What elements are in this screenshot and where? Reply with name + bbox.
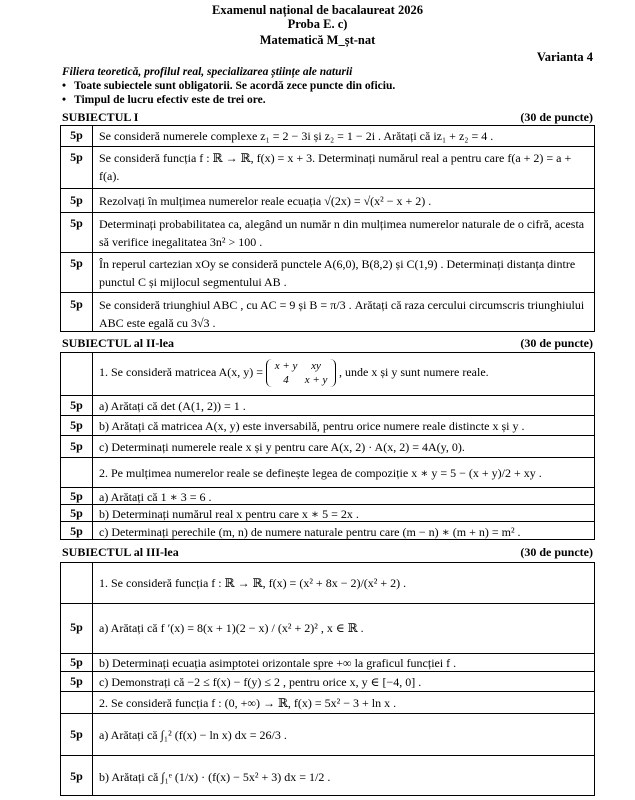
- s3-p1-b: 5p b) Determinați ecuația asimptotei orizontale spre +∞ la graficul funcției f .: [61, 653, 594, 672]
- instruction-2: • Timpul de lucru efectiv este de trei ore.: [62, 93, 395, 107]
- s3-p1-intro: 1. Se consideră funcția f : ℝ → ℝ, f(x) = (x² + 8x − 2)/(x² + 2) .: [99, 576, 407, 590]
- s1-item-4: 5p Determinați probabilitatea ca, alegând un număr n din mulțimea numerelor naturale de o cifră, acesta să verifice inegalitatea 3n² > 100 .: [61, 212, 594, 253]
- exam-subject: Matematică M_șt-nat: [259, 33, 376, 47]
- instructions: [62, 79, 395, 107]
- s1-item-6: 5p Se consideră triunghiul ABC , cu AC = 9 și B = π/3 . Arătați că raza cercului circumscris triunghiului ABC este egală cu 3√3 .: [61, 292, 594, 334]
- s3-p1-a: 5p a) Arătați că f ′(x) = 8(x + 1)(2 − x) / (x² + 2)² , x ∈ ℝ .: [61, 603, 594, 654]
- s2-p2-c: 5p c) Determinați perechile (m, n) de numere naturale pentru care (m − n) ∗ (m + n) = m² .: [61, 521, 594, 542]
- exam-proba: Proba E. c): [287, 17, 348, 31]
- s1-item-2: 5p Se consideră funcția f : ℝ → ℝ, f(x) = x + 3. Determinați numărul real a pentru care f(a + 2) = a + f(a).: [61, 146, 594, 189]
- s1-item-5: 5p În reperul cartezian xOy se consideră punctele A(6,0), B(8,2) și C(1,9) . Determinați distanța dintre punctul C și mijlocul segmentului AB .: [61, 252, 594, 293]
- section-1-title: SUBIECTUL I: [62, 110, 139, 124]
- s1-item-3: 5p Rezolvați în mulțimea numerelor reale ecuația √(2x) = √(x² − x + 2) .: [61, 188, 594, 213]
- s2-p1-c: 5p c) Determinați numerele reale x și y pentru care A(x, 2) · A(x, 2) = 4A(y, 0).: [61, 435, 594, 458]
- s2-p1-a: 5p a) Arătați că det (A(1, 2)) = 1 .: [61, 395, 594, 416]
- s2-p1-intro: 1. Se consideră matricea A(x, y) = x + y xy 4 x + y , unde x și y sunt numere reale.: [99, 360, 489, 387]
- exam-title: Examenul național de bacalaureat 2026: [212, 3, 423, 17]
- s2-p2-b: 5p b) Determinați numărul real x pentru care x ∗ 5 = 2x .: [61, 504, 594, 522]
- section-1-points: (30 de puncte): [520, 110, 593, 124]
- section-3-points: (30 de puncte): [520, 545, 593, 559]
- filiera-text: Filiera teoretică, profilul real, specializarea științe ale naturii: [62, 66, 353, 78]
- s2-p2-a: 5p a) Arătați că 1 ∗ 3 = 6 .: [61, 487, 594, 505]
- s3-p2-intro: 2. Se consideră funcția f : (0, +∞) → ℝ, f(x) = 5x² − 3 + ln x .: [61, 691, 594, 714]
- s1-item-1: 5p Se consideră numerele complexe z₁ = 2 − 3i și z₂ = 1 − 2i . Arătați că iz₁ + z₂ = 4 .: [70, 128, 494, 143]
- instruction-1: • Toate subiectele sunt obligatorii. Se acordă zece puncte din oficiu.: [62, 79, 395, 93]
- s2-p2-intro: 2. Pe mulțimea numerelor reale se definește legea de compoziție x ∗ y = 5 − (x + y)/2 + xy .: [61, 457, 594, 488]
- section-1-table: [60, 125, 595, 332]
- s3-p2-b: 5p b) Arătați că ∫₁ᵉ (1/x) · (f(x) − 5x² + 3) dx = 1/2 .: [61, 755, 594, 798]
- section-2-table: [60, 352, 595, 540]
- section-2-title: SUBIECTUL al II-lea: [62, 336, 175, 350]
- s3-p1-c: 5p c) Demonstrați că −2 ≤ f(x) − f(y) ≤ 2 , pentru orice x, y ∈ [−4, 0] .: [61, 671, 594, 692]
- variant-label: Varianta 4: [536, 50, 593, 64]
- s3-p2-a: 5p a) Arătați că ∫₁² (f(x) − ln x) dx = 26/3 .: [61, 713, 594, 756]
- section-3-title: SUBIECTUL al III-lea: [62, 545, 179, 559]
- section-3-table: [60, 562, 595, 796]
- section-2-points: (30 de puncte): [520, 336, 593, 350]
- matrix-a: x + y xy 4 x + y: [266, 359, 336, 387]
- s2-p1-b: 5p b) Arătați că matricea A(x, y) este inversabilă, pentru orice numere reale distincte x și y .: [61, 415, 594, 436]
